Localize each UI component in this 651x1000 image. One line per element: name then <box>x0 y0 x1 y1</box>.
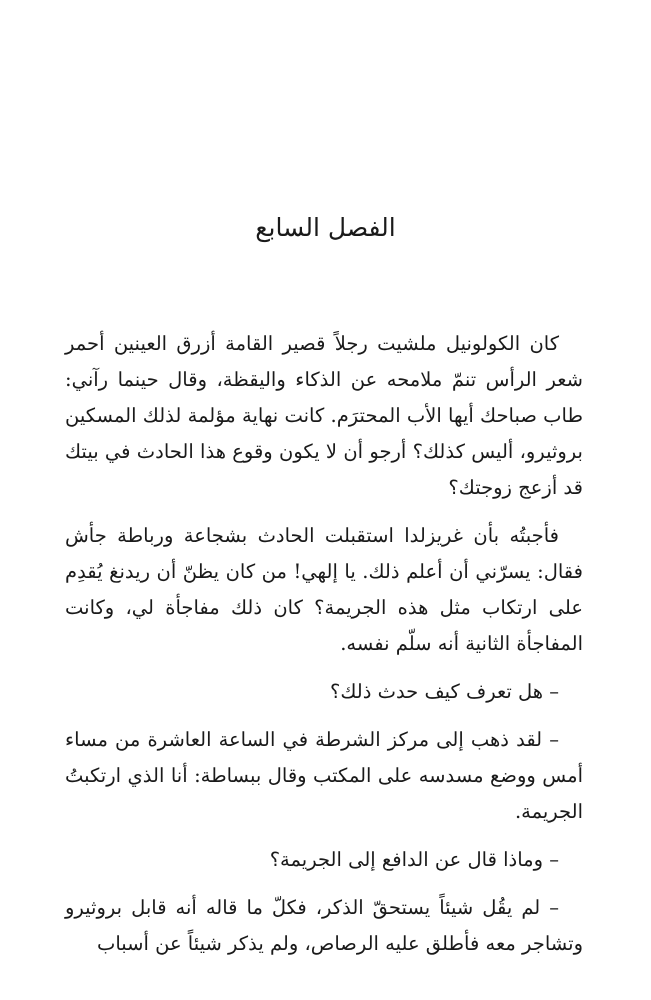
dialogue-line: – لم يقُل شيئاً يستحقّ الذكر، فكلّ ما قاله أنه قابل بروثيرو وتشاجر معه فأطلق عليه الرصاص، ولم يذكر شيئاً عن أسباب <box>65 896 583 955</box>
dialogue-line: – وماذا قال عن الدافع إلى الجريمة؟ <box>269 848 559 871</box>
chapter-title: الفصل السابع <box>255 213 396 242</box>
chapter-body <box>65 326 583 974</box>
dialogue-line: – هل تعرف كيف حدث ذلك؟ <box>329 680 559 703</box>
dialogue-line: – لقد ذهب إلى مركز الشرطة في الساعة العاشرة من مساء أمس ووضع مسدسه على المكتب وقال ببساطة: أنا الذي ارتكبتُ الجريمة. <box>65 728 583 823</box>
paragraph: كان الكولونيل ملشيت رجلاً قصير القامة أزرق العينين أحمر شعر الرأس تنمّ ملامحه عن الذكاء واليقظة، وقال حينما رآني: طاب صباحك أيها الأب المحترَم. كانت نهاية مؤلمة لذلك المسكين بروثيرو، أليس كذلك؟ أرجو أن لا يكون وقوع هذا الحادث في بيتك قد أزعج زوجتك؟ <box>65 332 583 499</box>
paragraph: فأجبتُه بأن غريزلدا استقبلت الحادث بشجاعة ورباطة جأش فقال: يسرّني أن أعلم ذلك. يا إلهي! من كان يظنّ أن ريدنغ يُقدِم على ارتكاب مثل هذه الجريمة؟ كان ذلك مفاجأة لي، وكانت المفاجأة الثانية أنه سلّم نفسه. <box>65 524 583 655</box>
